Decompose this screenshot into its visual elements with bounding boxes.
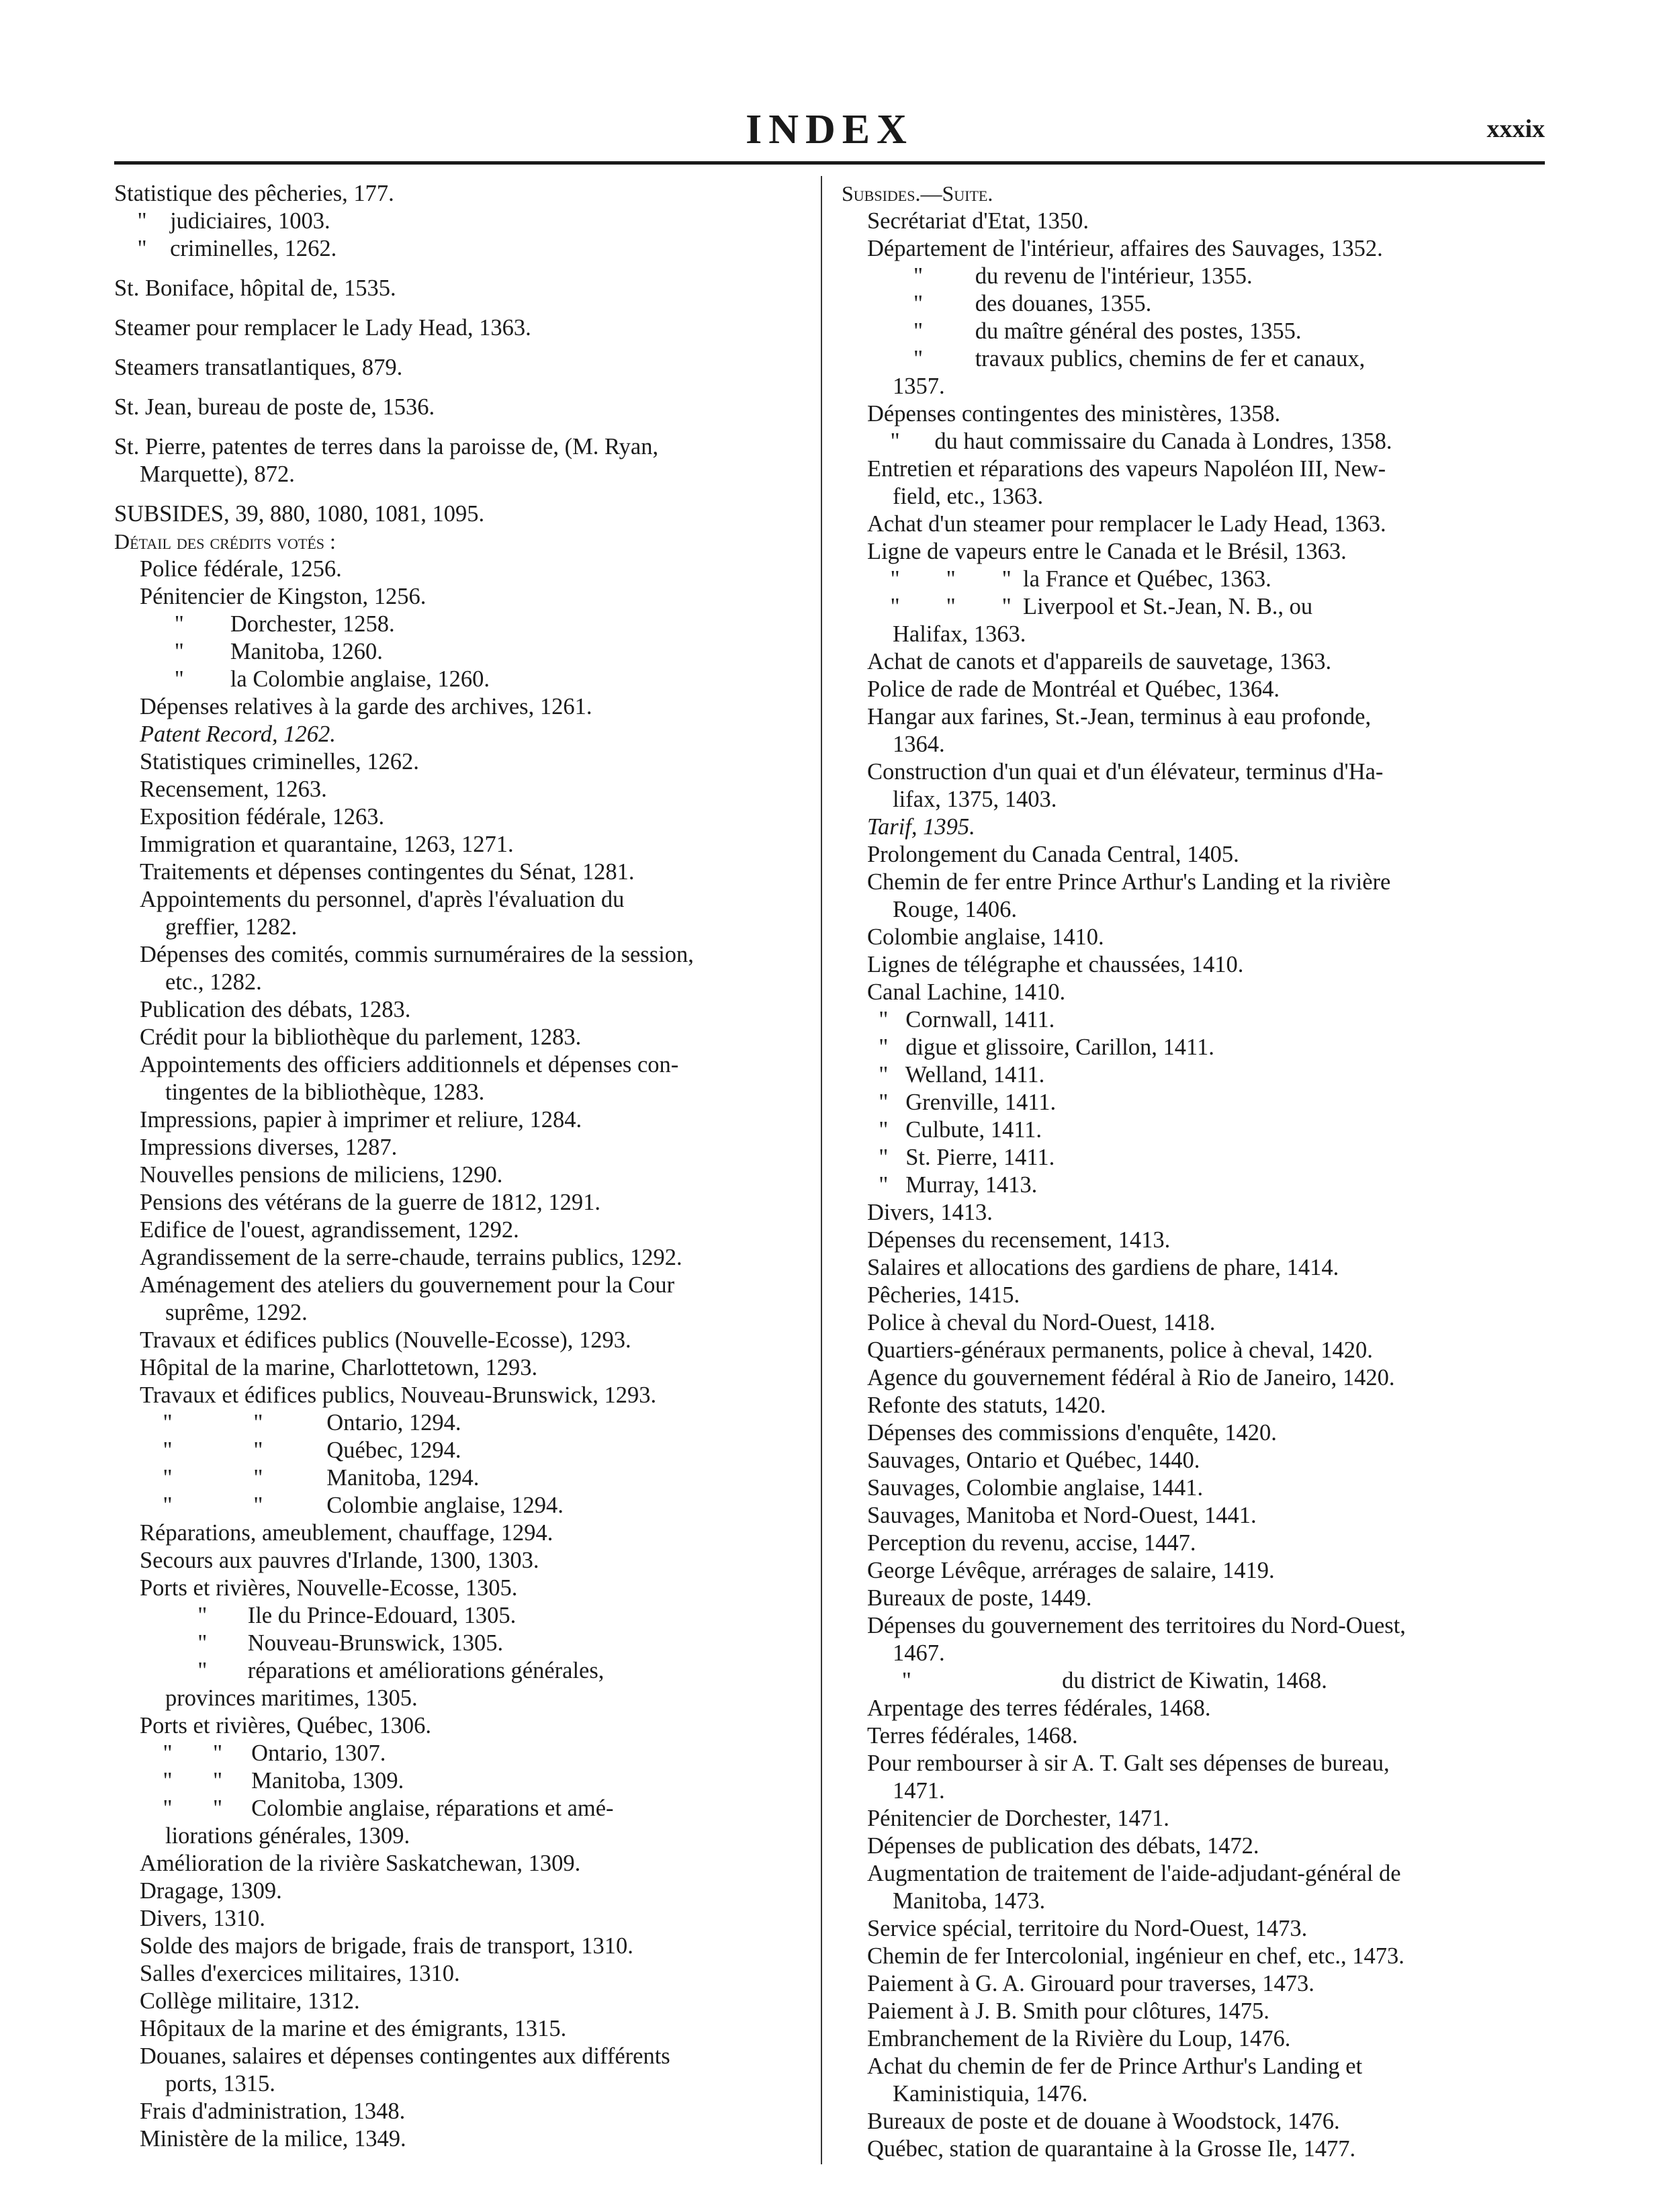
index-entry: Service spécial, territoire du Nord-Ouest, 1473. (867, 1916, 1308, 1941)
index-entry: greffier, 1282. (165, 914, 298, 940)
page-number: xxxix (1486, 115, 1545, 143)
index-entry: " Manitoba, 1260. (140, 639, 383, 664)
index-entry: Achat de canots et d'appareils de sauvetage, 1363. (867, 649, 1332, 674)
index-entry: Sauvages, Ontario et Québec, 1440. (867, 1448, 1200, 1473)
index-entry: Dragage, 1309. (140, 1878, 282, 1904)
index-entry: Agrandissement de la serre-chaude, terrains publics, 1292. (140, 1245, 682, 1270)
page-header (114, 101, 1545, 152)
index-entry: " Ile du Prince-Edouard, 1305. (140, 1603, 517, 1628)
index-entry: " Welland, 1411. (867, 1062, 1045, 1088)
right-column (842, 180, 1545, 2163)
index-entry: " " Ontario, 1307. (140, 1740, 386, 1766)
index-entry: Bureaux de poste, 1449. (867, 1585, 1092, 1611)
index-entry: Pensions des vétérans de la guerre de 1812, 1291. (140, 1190, 600, 1215)
index-entry: Pénitencier de Kingston, 1256. (140, 584, 427, 609)
index-entry: Dépenses de publication des débats, 1472. (867, 1833, 1259, 1859)
index-entry: Travaux et édifices publics, Nouveau-Brunswick, 1293. (140, 1382, 657, 1408)
index-entry: Divers, 1413. (867, 1200, 993, 1225)
index-entry: 1471. (893, 1778, 945, 1804)
index-entry: Dépenses des comités, commis surnuméraires de la session, (140, 942, 694, 967)
index-entry: Perception du revenu, accise, 1447. (867, 1530, 1196, 1556)
index-entry: Dépenses contingentes des ministères, 1358. (867, 401, 1281, 427)
index-entry: " " Colombie anglaise, réparations et amé- (140, 1796, 614, 1821)
index-entry: Quartiers-généraux permanents, police à cheval, 1420. (867, 1337, 1373, 1363)
index-entry: Ligne de vapeurs entre le Canada et le Brésil, 1363. (867, 539, 1347, 564)
index-entry: Paiement à J. B. Smith pour clôtures, 1475. (867, 1998, 1269, 2024)
index-entry: Colombie anglaise, 1410. (867, 924, 1104, 950)
index-entry: Chemin de fer Intercolonial, ingénieur en chef, etc., 1473. (867, 1943, 1404, 1969)
index-entry: Arpentage des terres fédérales, 1468. (867, 1695, 1211, 1721)
index-entry: " Nouveau-Brunswick, 1305. (140, 1630, 504, 1656)
index-entry: Bureaux de poste et de douane à Woodstock, 1476. (867, 2109, 1340, 2134)
index-entry: Agence du gouvernement fédéral à Rio de Janeiro, 1420. (867, 1365, 1395, 1390)
index-entry: " du haut commissaire du Canada à Londres, 1358. (867, 429, 1392, 454)
index-entry: Pénitencier de Dorchester, 1471. (867, 1806, 1169, 1831)
index-entry: Hôpitaux de la marine et des émigrants, 1315. (140, 2016, 567, 2041)
index-entry: " Grenville, 1411. (867, 1090, 1057, 1115)
index-entry: Manitoba, 1473. (893, 1888, 1046, 1914)
index-entry: " " " la France et Québec, 1363. (867, 566, 1271, 592)
index-entry: Douanes, salaires et dépenses contingentes aux différents (140, 2043, 670, 2069)
index-entry: Sauvages, Colombie anglaise, 1441. (867, 1475, 1204, 1501)
index-entry: Achat du chemin de fer de Prince Arthur's Landing et (867, 2053, 1363, 2079)
index-entry: Refonte des statuts, 1420. (867, 1392, 1106, 1418)
left-column (114, 180, 813, 2153)
index-entry: Dépenses relatives à la garde des archives, 1261. (140, 694, 592, 719)
index-entry: Statistique des pêcheries, 177. (114, 181, 394, 206)
index-entry: Solde des majors de brigade, frais de transport, 1310. (140, 1933, 633, 1959)
index-entry: Appointements des officiers additionnels et dépenses con- (140, 1052, 679, 1077)
index-entry: " criminelles, 1262. (114, 236, 337, 261)
index-entry: Immigration et quarantaine, 1263, 1271. (140, 832, 514, 857)
index-entry: Prolongement du Canada Central, 1405. (867, 842, 1239, 867)
index-entry: " " Manitoba, 1294. (140, 1465, 480, 1491)
index-entry: Patent Record, 1262. (140, 721, 336, 747)
index-entry: Sauvages, Manitoba et Nord-Ouest, 1441. (867, 1503, 1257, 1528)
index-entry: Dépenses des commissions d'enquête, 1420. (867, 1420, 1277, 1446)
index-entry: Edifice de l'ouest, agrandissement, 1292. (140, 1217, 519, 1243)
index-entry: " St. Pierre, 1411. (867, 1145, 1055, 1170)
index-entry: 1357. (893, 373, 945, 399)
index-entry: " réparations et améliorations générales, (140, 1658, 605, 1683)
index-entry: " " Ontario, 1294. (140, 1410, 461, 1435)
index-entry: Police à cheval du Nord-Ouest, 1418. (867, 1310, 1216, 1335)
index-entry: St. Pierre, patentes de terres dans la paroisse de, (M. Ryan, (114, 434, 659, 459)
index-entry: Recensement, 1263. (140, 777, 327, 802)
index-entry: Tarif, 1395. (867, 814, 975, 840)
index-entry: Steamer pour remplacer le Lady Head, 1363. (114, 315, 531, 341)
index-entry: St. Jean, bureau de poste de, 1536. (114, 394, 435, 420)
index-entry: " " Colombie anglaise, 1294. (140, 1493, 564, 1518)
index-entry: Crédit pour la bibliothèque du parlement, 1283. (140, 1024, 582, 1050)
index-entry: tingentes de la bibliothèque, 1283. (165, 1079, 485, 1105)
index-entry: Lignes de télégraphe et chaussées, 1410. (867, 952, 1244, 977)
index-entry: Collège militaire, 1312. (140, 1988, 360, 2014)
index-entry: " du maître général des postes, 1355. (867, 318, 1302, 344)
index-entry: etc., 1282. (165, 969, 262, 995)
index-entry: " des douanes, 1355. (867, 291, 1152, 316)
index-entry: field, etc., 1363. (893, 484, 1044, 509)
index-entry: Rouge, 1406. (893, 897, 1017, 922)
index-entry: Marquette), 872. (140, 461, 295, 487)
index-entry: Hangar aux farines, St.-Jean, terminus à eau profonde, (867, 704, 1372, 729)
index-entry: Salaires et allocations des gardiens de phare, 1414. (867, 1255, 1339, 1280)
index-entry: " Murray, 1413. (867, 1172, 1038, 1198)
index-entry: Canal Lachine, 1410. (867, 979, 1066, 1005)
index-entry: Impressions diverses, 1287. (140, 1135, 398, 1160)
index-entry: SUBSIDES, 39, 880, 1080, 1081, 1095. (114, 501, 485, 527)
index-entry: Secours aux pauvres d'Irlande, 1300, 1303. (140, 1548, 539, 1573)
page-title: INDEX (746, 107, 913, 152)
index-entry: Appointements du personnel, d'après l'évaluation du (140, 887, 625, 912)
index-entry: lifax, 1375, 1403. (893, 787, 1057, 812)
index-entry: " Culbute, 1411. (867, 1117, 1042, 1143)
index-entry: Steamers transatlantiques, 879. (114, 355, 403, 380)
index-entry: Kaministiquia, 1476. (893, 2081, 1088, 2107)
index-entry: Détail des crédits votés : (114, 529, 336, 554)
index-entry: Statistiques criminelles, 1262. (140, 749, 419, 775)
index-entry: " judiciaires, 1003. (114, 208, 330, 234)
index-entry: Paiement à G. A. Girouard pour traverses, 1473. (867, 1971, 1314, 1996)
index-entry: Dépenses du recensement, 1413. (867, 1227, 1171, 1253)
index-entry: Réparations, ameublement, chauffage, 1294. (140, 1520, 553, 1546)
index-entry: " Dorchester, 1258. (140, 611, 395, 637)
index-entry: Ports et rivières, Québec, 1306. (140, 1713, 432, 1738)
index-entry: Achat d'un steamer pour remplacer le Lady Head, 1363. (867, 511, 1386, 537)
index-entry: Chemin de fer entre Prince Arthur's Landing et la rivière (867, 869, 1391, 895)
index-entry: " Cornwall, 1411. (867, 1007, 1055, 1032)
index-entry: St. Boniface, hôpital de, 1535. (114, 275, 396, 301)
index-entry: Police fédérale, 1256. (140, 556, 342, 582)
index-entry: Terres fédérales, 1468. (867, 1723, 1078, 1749)
index-entry: 1364. (893, 732, 945, 757)
index-entry: ports, 1315. (165, 2071, 275, 2096)
index-entry: 1467. (893, 1640, 945, 1666)
index-entry: Divers, 1310. (140, 1906, 265, 1931)
index-entry: Entretien et réparations des vapeurs Napoléon III, New- (867, 456, 1386, 482)
index-entry: Nouvelles pensions de miliciens, 1290. (140, 1162, 503, 1188)
index-entry: " du district de Kiwatin, 1468. (867, 1668, 1327, 1693)
index-entry: Ports et rivières, Nouvelle-Ecosse, 1305. (140, 1575, 518, 1601)
index-entry: " " Manitoba, 1309. (140, 1768, 404, 1794)
index-entry: Aménagement des ateliers du gouvernement pour la Cour (140, 1272, 675, 1298)
index-entry: Halifax, 1363. (893, 621, 1026, 647)
index-entry: Dépenses du gouvernement des territoires du Nord-Ouest, (867, 1613, 1406, 1638)
index-entry: Police de rade de Montréal et Québec, 1364. (867, 676, 1280, 702)
index-entry: Exposition fédérale, 1263. (140, 804, 385, 830)
index-entry: Frais d'administration, 1348. (140, 2098, 406, 2124)
index-entry: Subsides.—Suite. (842, 181, 993, 206)
index-entry: Ministère de la milice, 1349. (140, 2126, 406, 2152)
index-entry: Pour rembourser à sir A. T. Galt ses dépenses de bureau, (867, 1751, 1390, 1776)
index-entry: Québec, station de quarantaine à la Grosse Ile, 1477. (867, 2136, 1356, 2162)
index-entry: liorations générales, 1309. (165, 1823, 410, 1849)
index-entry: Embranchement de la Rivière du Loup, 1476. (867, 2026, 1291, 2051)
index-entry: " la Colombie anglaise, 1260. (140, 666, 490, 692)
index-entry: Construction d'un quai et d'un élévateur, terminus d'Ha- (867, 759, 1384, 785)
index-entry: " " Québec, 1294. (140, 1437, 461, 1463)
index-entry: Traitements et dépenses contingentes du Sénat, 1281. (140, 859, 635, 885)
header-rule (114, 161, 1545, 165)
index-entry: suprême, 1292. (165, 1300, 308, 1325)
index-entry: Travaux et édifices publics (Nouvelle-Ecosse), 1293. (140, 1327, 631, 1353)
index-entry: Salles d'exercices militaires, 1310. (140, 1961, 460, 1986)
index-entry: George Lévêque, arrérages de salaire, 1419. (867, 1558, 1275, 1583)
index-entry: Augmentation de traitement de l'aide-adjudant-général de (867, 1861, 1401, 1886)
index-entry: " du revenu de l'intérieur, 1355. (867, 263, 1253, 289)
index-entry: Amélioration de la rivière Saskatchewan, 1309. (140, 1851, 581, 1876)
column-divider (821, 176, 822, 2164)
index-entry: Impressions, papier à imprimer et reliure, 1284. (140, 1107, 582, 1133)
index-entry: Département de l'intérieur, affaires des Sauvages, 1352. (867, 236, 1383, 261)
index-entry: Secrétariat d'Etat, 1350. (867, 208, 1089, 234)
index-entry: Publication des débats, 1283. (140, 997, 411, 1022)
index-entry: Pêcheries, 1415. (867, 1282, 1020, 1308)
index-entry: " travaux publics, chemins de fer et canaux, (867, 346, 1366, 371)
index-entry: " " " Liverpool et St.-Jean, N. B., ou (867, 594, 1313, 619)
index-entry: " digue et glissoire, Carillon, 1411. (867, 1034, 1214, 1060)
index-entry: provinces maritimes, 1305. (165, 1685, 418, 1711)
index-entry: Hôpital de la marine, Charlottetown, 1293. (140, 1355, 538, 1380)
